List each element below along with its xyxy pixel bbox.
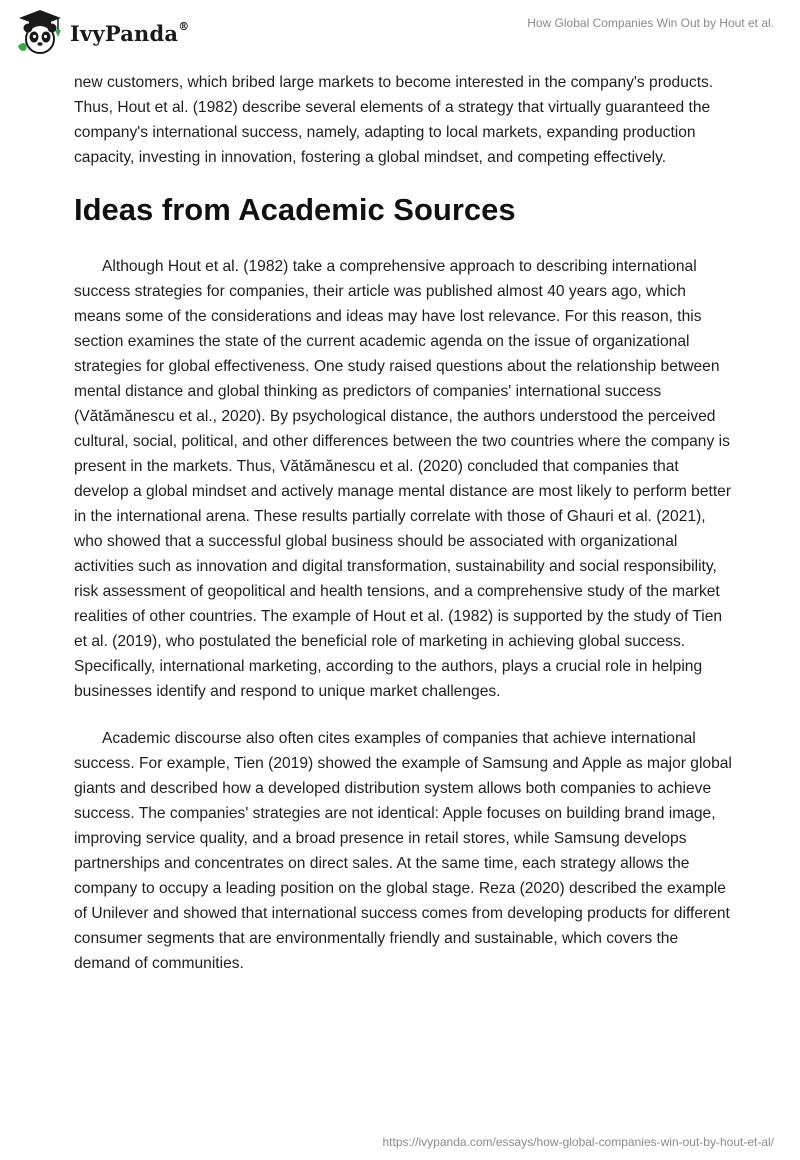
page-header (0, 0, 800, 60)
brand-logo[interactable] (14, 8, 189, 56)
section-heading: Ideas from Academic Sources (74, 192, 516, 227)
essay-content (74, 70, 734, 998)
intro-paragraph: new customers, which bribed large markets to become interested in the company's products. Thus, Hout et al. (1982) describe several elements of a strategy that virtually guaranteed the company's international success, namely, adapting to local markets, expanding production capacity, investing in innovation, fostering a global mindset, and competing effectively. (74, 74, 714, 166)
page-url[interactable]: https://ivypanda.com/essays/how-global-companies-win-out-by-hout-et-al/ (382, 1135, 774, 1149)
body-paragraph-2: Academic discourse also often cites examples of companies that achieve international success. For example, Tien (2019) showed the example of Samsung and Apple as major global giants and described how a developed distribution system allows both companies to achieve success. The companies' strategies are not identical: Apple focuses on building brand image, improving service quality, and a broad presence in retail stores, while Samsung develops partnerships and concentrates on direct sales. At the same time, each strategy allows the company to occupy a leading position on the global stage. Reza (2020) described the example of Unilever and showed that international success comes from developing products for different consumer segments that are environmentally friendly and sustainable, which covers the demand of communities. (74, 730, 732, 972)
brand-name: IvyPanda® (70, 19, 190, 46)
panda-logo-icon (14, 8, 66, 56)
registered-mark: ® (178, 19, 190, 33)
running-title: How Global Companies Win Out by Hout et al. (527, 16, 774, 30)
body-paragraph-1: Although Hout et al. (1982) take a comprehensive approach to describing international success strategies for companies, their article was published almost 40 years ago, which means some of the considerations and ideas may have lost relevance. For this reason, this section examines the state of the current academic agenda on the issue of organizational strategies for global effectiveness. One study raised questions about the relationship between mental distance and global thinking as predictors of companies' international success (Vătămănescu et al., 2020). By psychological distance, the authors understood the perceived cultural, social, political, and other differences between the two countries where the company is present in the markets. Thus, Vătămănescu et al. (2020) concluded that companies that develop a global mindset and actively manage mental distance are most likely to perform better in the international arena. These results partially correlate with those of Ghauri et al. (2021), who showed that a successful global business should be associated with organizational activities such as innovation and digital transformation, sustainability and social responsibility, risk assessment of geopolitical and health tensions, and a comprehensive study of the market realities of other countries. The example of Hout et al. (1982) is supported by the study of Tien et al. (2019), who postulated the beneficial role of marketing in achieving global success. Specifically, international marketing, according to the authors, plays a crucial role in helping businesses identify and respond to unique market challenges. (74, 258, 732, 700)
